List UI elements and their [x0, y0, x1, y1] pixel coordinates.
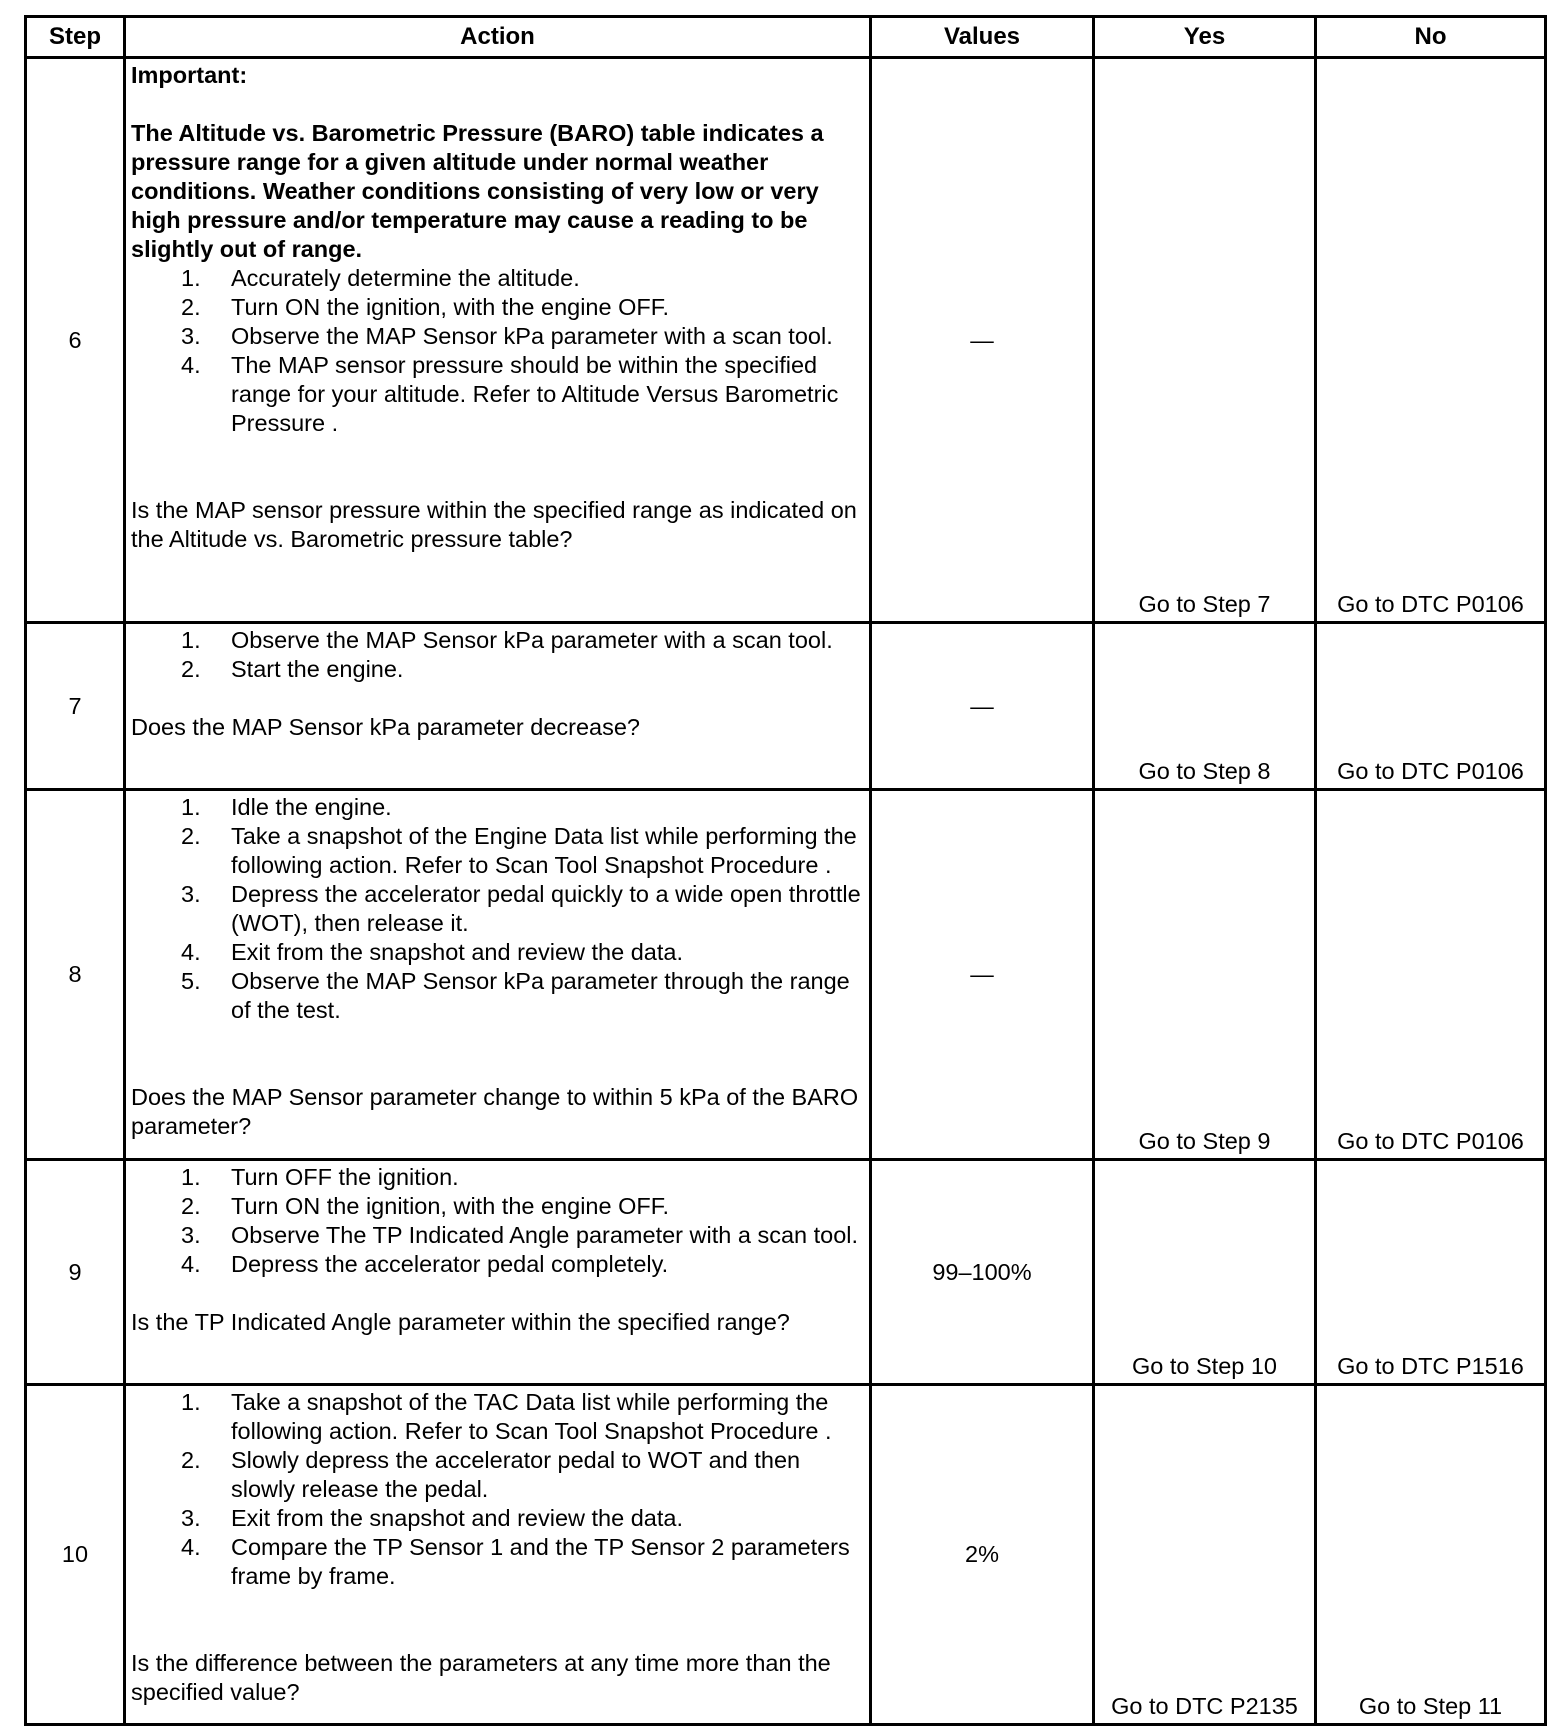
values-cell: 99–100% — [871, 1160, 1094, 1385]
important-label: Important: — [131, 62, 248, 88]
no-link[interactable]: Go to DTC P0106 — [1316, 790, 1546, 1160]
list-item: 3. Observe the MAP Sensor kPa parameter with a scan tool. — [181, 323, 833, 349]
action-steps — [131, 626, 865, 684]
values-cell: — — [871, 58, 1094, 623]
list-item: 2. Turn ON the ignition, with the engine OFF. — [181, 294, 670, 320]
header-values: Values — [871, 17, 1094, 58]
list-item: 4. Compare the TP Sensor 1 and the TP Sensor 2 parameters frame by frame. — [181, 1534, 850, 1589]
list-item: 2. Slowly depress the accelerator pedal to WOT and then slowly release the pedal. — [181, 1447, 801, 1502]
action-cell — [125, 1160, 871, 1385]
list-item: 3. Depress the accelerator pedal quickly to a wide open throttle (WOT), then release it. — [181, 881, 861, 936]
important-text: The Altitude vs. Barometric Pressure (BARO) table indicates a pressure range for a given altitude under normal weather conditions. Weather conditions consisting of very low or very high pressure and/or temperature may cause a reading to be slightly out of range. — [131, 120, 824, 262]
action-steps — [131, 264, 865, 438]
action-cell — [125, 58, 871, 623]
yes-link[interactable]: Go to Step 10 — [1094, 1160, 1316, 1385]
action-cell — [125, 1385, 871, 1725]
list-item: 1. Turn OFF the ignition. — [181, 1164, 459, 1190]
list-item: 2. Take a snapshot of the Engine Data list while performing the following action. Refer to Scan Tool Snapshot Procedure . — [181, 823, 857, 878]
list-item: 3. Observe The TP Indicated Angle parameter with a scan tool. — [181, 1222, 859, 1248]
yes-link[interactable]: Go to Step 8 — [1094, 623, 1316, 790]
action-question: Is the MAP sensor pressure within the specified range as indicated on the Altitude vs. Barometric pressure table? — [131, 497, 857, 552]
list-item: 1. Accurately determine the altitude. — [181, 265, 580, 291]
step-number: 8 — [26, 790, 125, 1160]
step-number: 10 — [26, 1385, 125, 1725]
table-row — [26, 623, 1546, 790]
list-item: 2. Start the engine. — [181, 656, 404, 682]
action-steps — [131, 1388, 865, 1591]
yes-link[interactable]: Go to Step 7 — [1094, 58, 1316, 623]
list-item: 3. Exit from the snapshot and review the data. — [181, 1505, 683, 1531]
table-row — [26, 1160, 1546, 1385]
action-question: Is the TP Indicated Angle parameter within the specified range? — [131, 1309, 790, 1335]
table-row — [26, 1385, 1546, 1725]
action-question: Does the MAP Sensor kPa parameter decrease? — [131, 714, 641, 740]
action-cell — [125, 790, 871, 1160]
header-no: No — [1316, 17, 1546, 58]
list-item: 1. Observe the MAP Sensor kPa parameter with a scan tool. — [181, 627, 833, 653]
action-cell — [125, 623, 871, 790]
action-steps — [131, 793, 865, 1025]
list-item: 2. Turn ON the ignition, with the engine OFF. — [181, 1193, 670, 1219]
table-row — [26, 790, 1546, 1160]
yes-link[interactable]: Go to Step 9 — [1094, 790, 1316, 1160]
no-link[interactable]: Go to DTC P0106 — [1316, 58, 1546, 623]
step-number: 6 — [26, 58, 125, 623]
action-steps — [131, 1163, 865, 1279]
diagnostic-table — [24, 15, 1547, 1726]
list-item: 1. Take a snapshot of the TAC Data list while performing the following action. Refer to Scan Tool Snapshot Procedure . — [181, 1389, 832, 1444]
header-row — [26, 17, 1546, 58]
table-row — [26, 58, 1546, 623]
list-item: 4. The MAP sensor pressure should be within the specified range for your altitude. Refer to Altitude Versus Barometric Pressure . — [181, 352, 839, 436]
no-link[interactable]: Go to Step 11 — [1316, 1385, 1546, 1725]
step-number: 7 — [26, 623, 125, 790]
list-item: 4. Depress the accelerator pedal completely. — [181, 1251, 669, 1277]
list-item: 1. Idle the engine. — [181, 794, 392, 820]
step-number: 9 — [26, 1160, 125, 1385]
action-question: Does the MAP Sensor parameter change to within 5 kPa of the BARO parameter? — [131, 1084, 859, 1139]
header-yes: Yes — [1094, 17, 1316, 58]
values-cell: 2% — [871, 1385, 1094, 1725]
no-link[interactable]: Go to DTC P0106 — [1316, 623, 1546, 790]
list-item: 5. Observe the MAP Sensor kPa parameter through the range of the test. — [181, 968, 850, 1023]
header-action: Action — [125, 17, 871, 58]
yes-link[interactable]: Go to DTC P2135 — [1094, 1385, 1316, 1725]
no-link[interactable]: Go to DTC P1516 — [1316, 1160, 1546, 1385]
values-cell: — — [871, 790, 1094, 1160]
header-step: Step — [26, 17, 125, 58]
action-question: Is the difference between the parameters at any time more than the specified value? — [131, 1650, 831, 1705]
values-cell: — — [871, 623, 1094, 790]
list-item: 4. Exit from the snapshot and review the data. — [181, 939, 683, 965]
